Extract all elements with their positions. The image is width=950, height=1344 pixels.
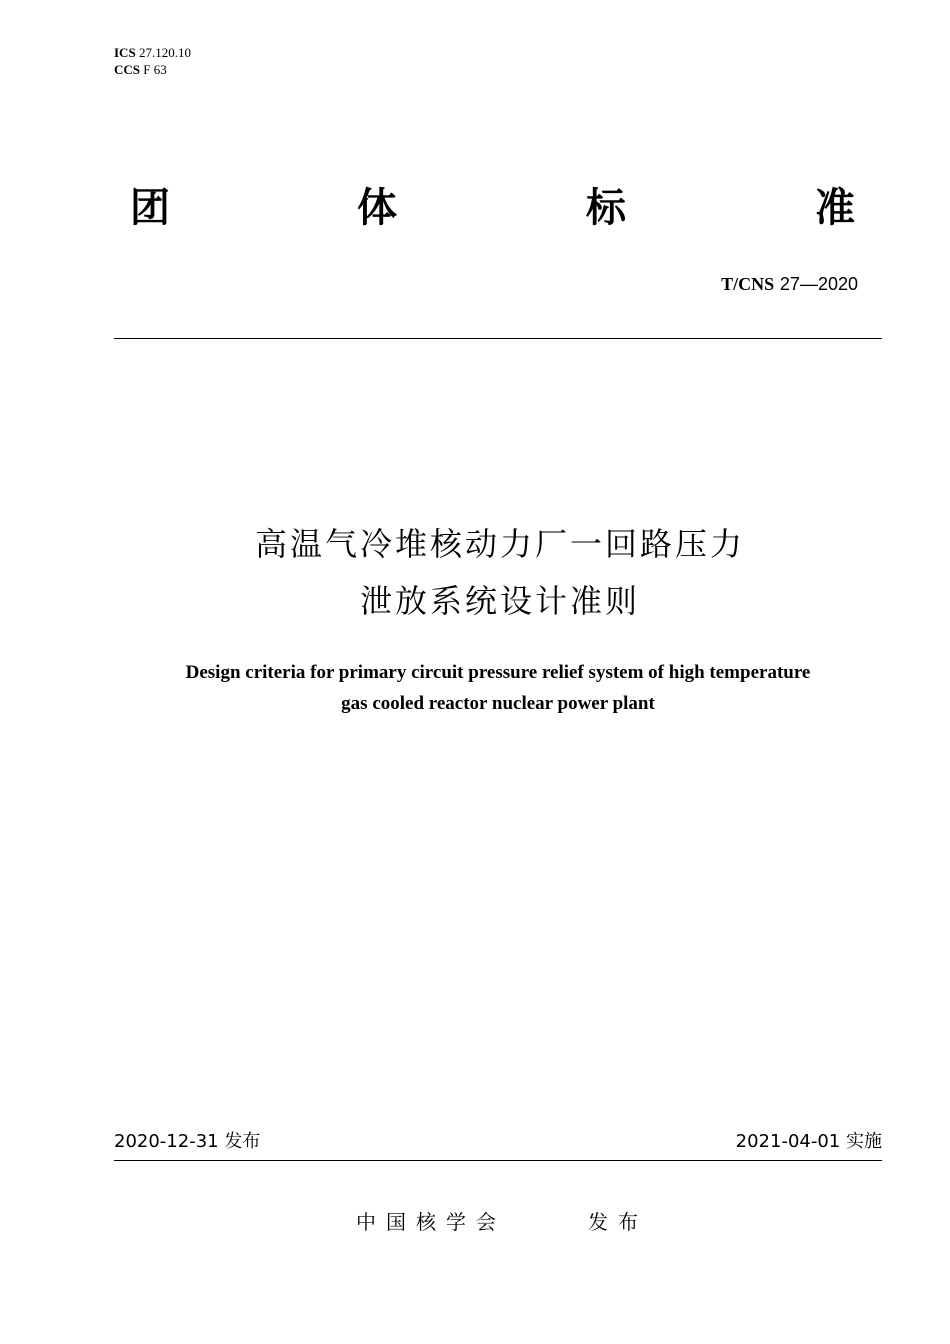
standard-code-prefix: T/CNS	[721, 274, 775, 294]
standard-type-char-3: 标	[586, 185, 626, 231]
standard-code	[721, 273, 858, 296]
standard-code-number: 27—2020	[779, 274, 858, 294]
english-title-line-1: Design criteria for primary circuit pressure relief system of high temperature	[185, 662, 811, 683]
ics-label: ICS	[114, 45, 136, 60]
ics-classification	[114, 45, 191, 61]
implementation-date: 2021-04-01 实施	[735, 1131, 882, 1152]
top-divider	[114, 338, 882, 339]
standard-type-char-2: 体	[357, 185, 397, 231]
publisher-name: 中国核学会	[356, 1210, 506, 1234]
bottom-divider	[114, 1160, 882, 1161]
standard-type-char-1: 团	[130, 185, 170, 231]
ics-code: 27.120.10	[138, 45, 191, 60]
chinese-title-line-2: 泄放系统设计准则	[359, 582, 640, 620]
english-title-line-2: gas cooled reactor nuclear power plant	[341, 693, 655, 714]
chinese-title-line-1: 高温气冷堆核动力厂一回路压力	[254, 525, 745, 563]
issue-date: 2020-12-31 发布	[114, 1131, 261, 1152]
publish-label: 发布	[588, 1210, 648, 1234]
ccs-label: CCS	[114, 62, 141, 77]
ccs-code: F 63	[143, 62, 167, 77]
standard-type-char-4: 准	[815, 185, 855, 231]
ccs-classification	[114, 62, 167, 78]
